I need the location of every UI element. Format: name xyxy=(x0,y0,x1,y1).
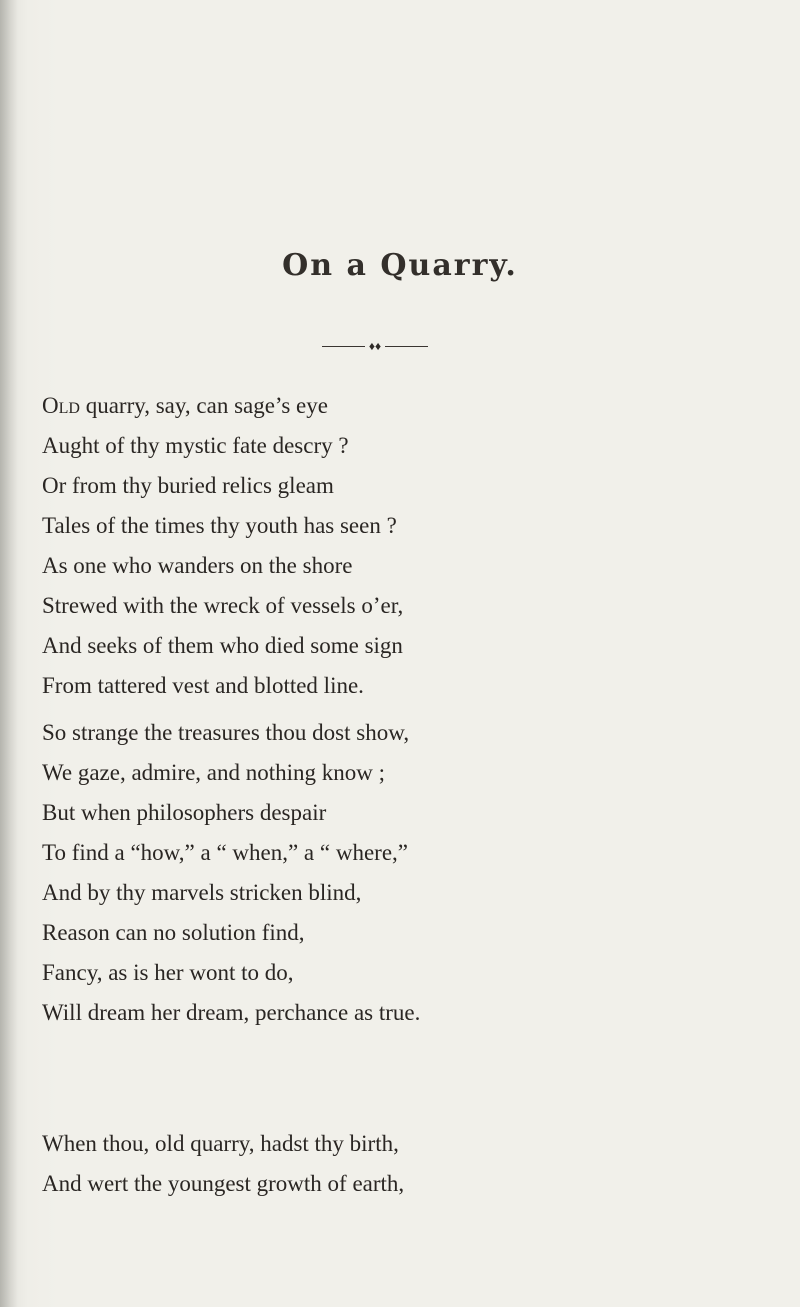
divider-ornament: ♦♦ xyxy=(365,338,385,354)
poem-line: Fancy, as is her wont to do, xyxy=(42,960,294,985)
poem-line: Or from thy buried relics gleam xyxy=(42,473,334,498)
opening-line-rest: quarry, say, can sage’s eye xyxy=(79,393,328,418)
spine-shadow xyxy=(0,0,18,1307)
poem-title: On a Quarry. xyxy=(282,248,518,283)
poem-line: When thou, old quarry, hadst thy birth, xyxy=(42,1131,399,1156)
poem-line: Tales of the times thy youth has seen ? xyxy=(42,513,397,538)
poem-line: Reason can no solution find, xyxy=(42,920,305,945)
stanza-2 xyxy=(42,713,800,1033)
poem-line: As one who wanders on the shore xyxy=(42,553,353,578)
poem-line xyxy=(42,386,800,426)
poem-line: And wert the youngest growth of earth, xyxy=(42,1171,405,1196)
poem-line: So strange the treasures thou dost show, xyxy=(42,720,410,745)
poem-line: And seeks of them who died some sign xyxy=(42,633,403,658)
stanza-1 xyxy=(42,386,800,706)
poem-line: We gaze, admire, and nothing know ; xyxy=(42,760,386,785)
poem-line: From tattered vest and blotted line. xyxy=(42,673,364,698)
poem-line: Aught of thy mystic fate descry ? xyxy=(42,433,349,458)
poem-line: Strewed with the wreck of vessels o’er, xyxy=(42,593,404,618)
poem-line: And by thy marvels stricken blind, xyxy=(42,880,362,905)
poem-line: Will dream her dream, perchance as true. xyxy=(42,1000,421,1025)
opening-word: Old xyxy=(42,393,80,418)
stanza-3 xyxy=(42,1124,800,1204)
poem-line: But when philosophers despair xyxy=(42,800,327,825)
poem-line: To find a “how,” a “ when,” a “ where,” xyxy=(42,840,408,865)
